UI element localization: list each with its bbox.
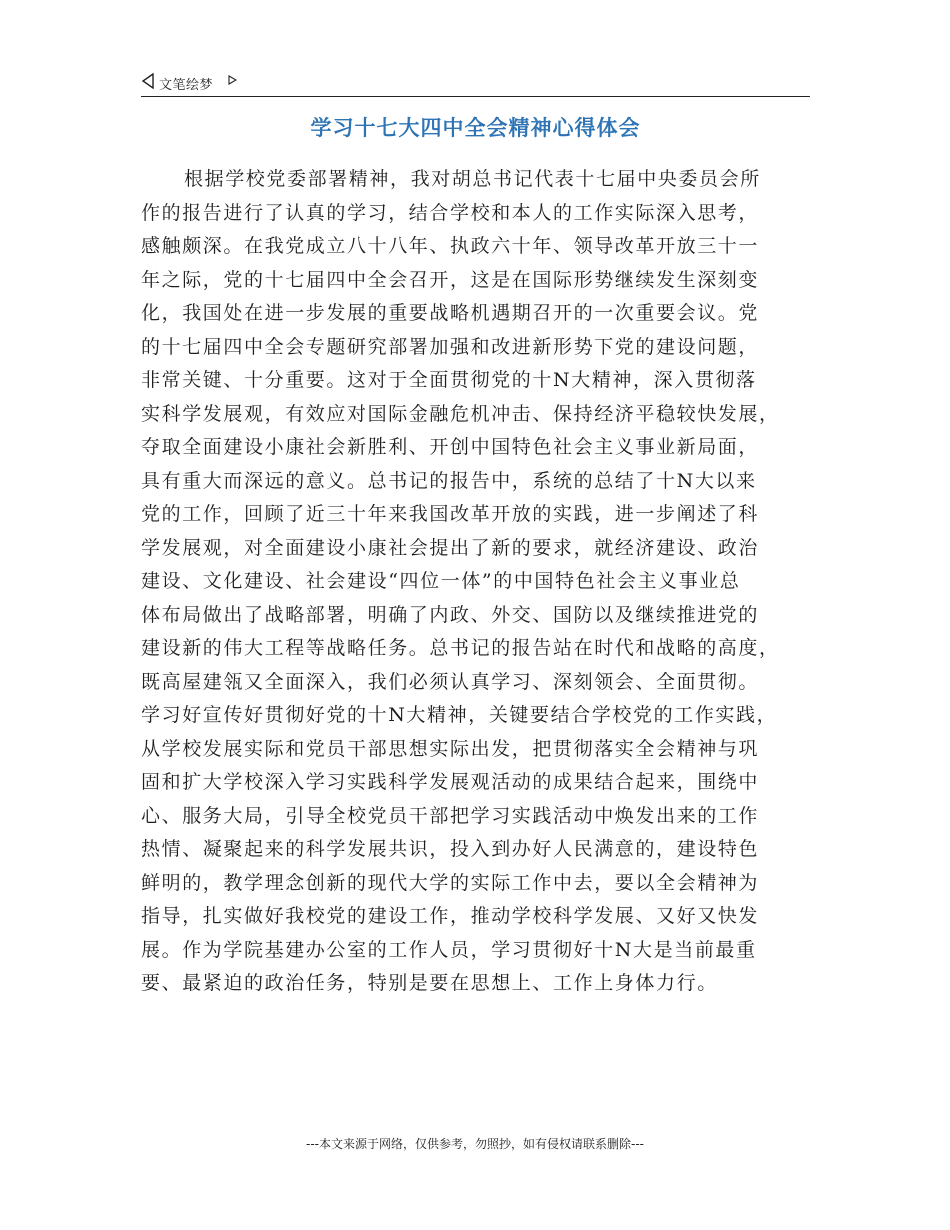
- body-line: 实科学发展观，有效应对国际金融危机冲击、保持经济平稳较快发展，: [141, 402, 780, 425]
- body-line: 鲜明的，教学理念创新的现代大学的实际工作中去，要以全会精神为: [141, 871, 760, 894]
- body-line: 夺取全面建设小康社会新胜利、开创中国特色社会主义事业新局面，: [141, 436, 760, 458]
- body-line: 体布局做出了战略部署，明确了内政、外交、国防以及继续推进党的: [141, 603, 760, 626]
- body-line: 非常关键、十分重要。这对于全面贯彻党的十N大精神，深入贯彻落: [141, 369, 757, 391]
- document-title: 学习十七大四中全会精神心得体会: [310, 116, 641, 140]
- body-line: 要、最紧迫的政治任务，特别是要在思想上、工作上身体力行。: [141, 972, 718, 994]
- page-header: [141, 70, 810, 97]
- page-footer: ---本文来源于网络，仅供参考，勿照抄，如有侵权请联系删除---: [306, 1137, 644, 1151]
- body-line: 热情、凝聚起来的科学发展共识，投入到办好人民满意的，建设特色: [141, 838, 760, 860]
- body-line: 指导，扎实做好我校党的建设工作，推动学校科学发展、又好又快发: [141, 905, 760, 927]
- body-line: 从学校发展实际和党员干部思想实际出发，把贯彻落实全会精神与巩: [141, 737, 760, 760]
- body-line: 根据学校党委部署精神，我对胡总书记代表十七届中央委员会所: [184, 168, 761, 190]
- body-line: 建设新的伟大工程等战略任务。总书记的报告站在时代和战略的高度，: [141, 637, 780, 659]
- body-line: 作的报告进行了认真的学习，结合学校和本人的工作实际深入思考，: [141, 201, 760, 224]
- body-line: 党的工作，回顾了近三十年来我国改革开放的实践，进一步阐述了科: [141, 503, 760, 525]
- body-line: 具有重大而深远的意义。总书记的报告中，系统的总结了十N大以来: [141, 469, 757, 492]
- body-line: 学发展观，对全面建设小康社会提出了新的要求，就经济建设、政治: [141, 536, 760, 559]
- body-line: 建设、文化建设、社会建设“四位一体”的中国特色社会主义事业总: [141, 570, 741, 592]
- body-line: 的十七届四中全会专题研究部署加强和改进新形势下党的建设问题，: [141, 335, 760, 358]
- body-line: 固和扩大学校深入学习实践科学发展观活动的成果结合起来，围绕中: [141, 771, 760, 793]
- body-line: 既高屋建瓴又全面深入，我们必须认真学习、深刻领会、全面贯彻。: [141, 670, 760, 693]
- triangle-left-outline-icon: [141, 73, 155, 89]
- triangle-right-outline-icon: [228, 75, 237, 85]
- body-line: 心、服务大局，引导全校党员干部把学习实践活动中焕发出来的工作: [141, 804, 760, 827]
- body-line: 化，我国处在进一步发展的重要战略机遇期召开的一次重要会议。党: [141, 302, 760, 324]
- body-line: 学习好宣传好贯彻好党的十N大精神，关键要结合学校党的工作实践，: [141, 704, 778, 726]
- header-brand: 文笔绘梦: [159, 78, 214, 93]
- body-line: 感触颇深。在我党成立八十八年、执政六十年、领导改革开放三十一: [141, 235, 760, 257]
- body-line: 年之际，党的十七届四中全会召开，这是在国际形势继续发生深刻变: [141, 268, 760, 291]
- body-line: 展。作为学院基建办公室的工作人员，学习贯彻好十N大是当前最重: [141, 938, 757, 961]
- document-body: [141, 163, 810, 1001]
